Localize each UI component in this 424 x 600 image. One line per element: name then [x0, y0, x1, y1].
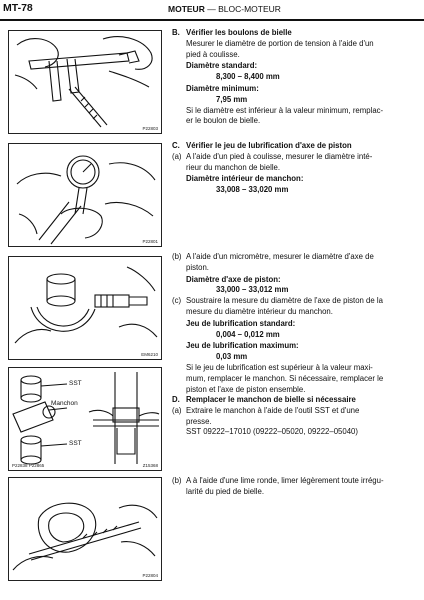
- section-letter: C.: [172, 141, 180, 150]
- paragraph-line: Si le diamètre est inférieur à la valeur minimum, remplac-: [186, 105, 384, 115]
- section-d: [172, 395, 420, 438]
- paragraph-line: rieur du manchon de bielle.: [186, 162, 281, 172]
- paragraph-line: A l'aide d'un pied à coulisse, mesurer le diamètre inté-: [186, 151, 373, 161]
- header-separator: —: [207, 4, 216, 14]
- step-key: (b): [172, 476, 182, 485]
- spec-value: 33,000 – 33,012 mm: [216, 285, 289, 295]
- section-title: Vérifier les boulons de bielle: [186, 28, 292, 37]
- step-key: (a): [172, 405, 182, 415]
- paragraph-line: piston et l'axe de piston ensemble.: [186, 384, 306, 394]
- section-d-step-b: [172, 476, 420, 498]
- section-c: [172, 141, 424, 196]
- figure-code: EM6210: [141, 352, 158, 357]
- label-sst-top: SST: [69, 380, 82, 387]
- page-number: MT-78: [3, 2, 33, 14]
- figure-code: P22804: [142, 573, 158, 578]
- label-sst-bottom: SST: [69, 440, 82, 447]
- section-title: Remplacer le manchon de bielle si nécessaire: [186, 395, 356, 404]
- spec-value: 0,004 – 0,012 mm: [216, 329, 280, 339]
- paragraph-line: Soustraire la mesure du diamètre de l'axe de piston de la: [186, 296, 383, 306]
- figure-round-file: [8, 477, 162, 581]
- header-rule: [0, 19, 424, 21]
- figure-micrometer: [8, 256, 162, 360]
- spec-label: Diamètre d'axe de piston:: [186, 274, 281, 284]
- figure-dial-gauge: [8, 143, 162, 247]
- spec-label: Jeu de lubrification maximum:: [186, 341, 299, 351]
- figure-code: P22801: [142, 239, 158, 244]
- figure-caliper-bolt: [8, 30, 162, 134]
- paragraph-line: mesure du diamètre intérieur du manchon.: [186, 306, 333, 316]
- paragraph-line: pied à coulisse.: [186, 49, 240, 59]
- paragraph-line: A à l'aide d'une lime ronde, limer légèrement toute irrégu-: [186, 476, 384, 485]
- label-manchon: Manchon: [51, 400, 78, 407]
- section-c-steps: [172, 252, 424, 395]
- sst-bushing-illustration: [9, 368, 161, 470]
- spec-label: Jeu de lubrification standard:: [186, 318, 296, 328]
- header-subsection: BLOC-MOTEUR: [218, 4, 281, 14]
- spec-label: Diamètre standard:: [186, 61, 258, 71]
- section-letter: D.: [172, 395, 180, 404]
- paragraph-line: A l'aide d'un micromètre, mesurer le diamètre d'axe de: [186, 252, 374, 261]
- figure-code-left: P22838 P22865: [12, 463, 45, 468]
- spec-value: 8,300 – 8,400 mm: [216, 72, 280, 82]
- spec-value: 7,95 mm: [216, 94, 248, 104]
- figure-code: P22803: [142, 126, 158, 131]
- step-key: (c): [172, 296, 182, 306]
- section-title: Vérifier le jeu de lubrification d'axe de piston: [186, 141, 352, 150]
- spec-value: 0,03 mm: [216, 352, 248, 362]
- section-b: [172, 28, 424, 127]
- micrometer-illustration: [9, 257, 161, 359]
- header-section: MOTEUR: [168, 4, 205, 14]
- paragraph-line: piston.: [186, 262, 209, 272]
- caliper-bolt-illustration: [9, 31, 161, 133]
- round-file-illustration: [9, 478, 161, 580]
- dial-gauge-illustration: [9, 144, 161, 246]
- paragraph-line: larité du pied de bielle.: [186, 486, 265, 496]
- paragraph-line: Extraire le manchon à l'aide de l'outil SST et d'une: [186, 405, 360, 415]
- step-key: (a): [172, 151, 182, 161]
- section-letter: B.: [172, 28, 180, 37]
- figure-code: Z15368: [142, 463, 158, 468]
- page-header: [168, 4, 281, 14]
- paragraph-line: mum, remplacer le manchon. Si nécessaire, remplacer le: [186, 373, 384, 383]
- paragraph-line: Si le jeu de lubrification est supérieur à la valeur maxi-: [186, 362, 373, 372]
- spec-value: 33,008 – 33,020 mm: [216, 185, 289, 195]
- figure-sst-bushing: [8, 367, 162, 471]
- paragraph-line: er le boulon de bielle.: [186, 116, 261, 126]
- spec-label: Diamètre minimum:: [186, 83, 259, 93]
- sst-part-numbers: SST 09222–17010 (09222–05020, 09222–05040): [186, 427, 358, 437]
- spec-label: Diamètre intérieur de manchon:: [186, 174, 304, 184]
- step-key: (b): [172, 252, 182, 261]
- paragraph-line: Mesurer le diamètre de portion de tension à l'aide d'un: [186, 38, 374, 48]
- paragraph-line: presse.: [186, 416, 212, 426]
